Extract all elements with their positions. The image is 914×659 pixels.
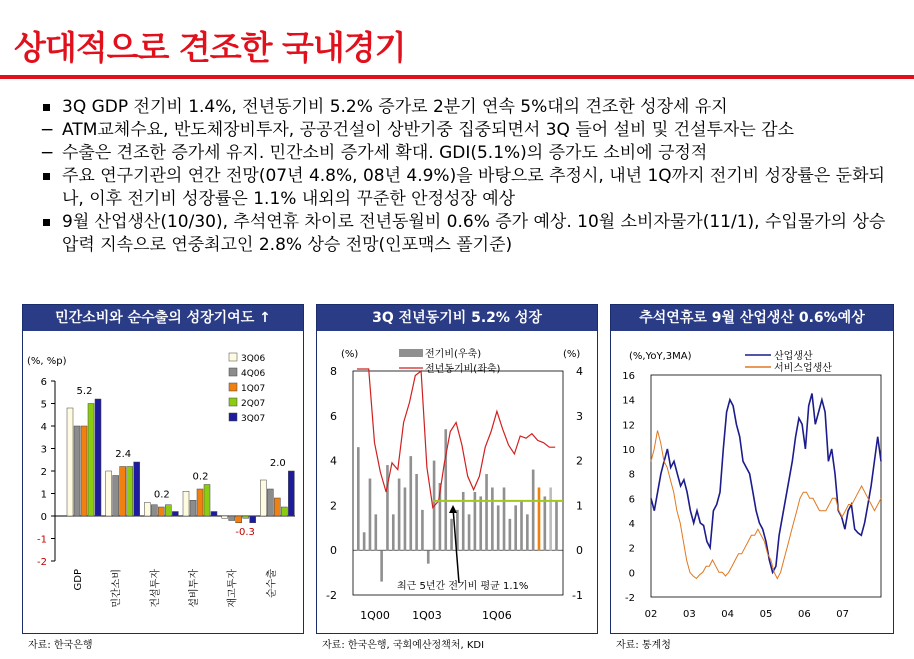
bar (491, 487, 494, 550)
y-tick-label: 0 (40, 512, 47, 523)
annotation-text: 최근 5년간 전기비 평균 1.1% (397, 581, 529, 592)
bar (183, 491, 189, 516)
x-tick-label: 07 (836, 609, 850, 620)
legend-swatch (229, 368, 237, 376)
bar (211, 512, 217, 517)
panel-header: 3Q 전년동기비 5.2% 성장 (317, 305, 597, 331)
legend-swatch (229, 383, 237, 391)
y-tick-label: 0 (628, 568, 635, 580)
legend-label: 1Q07 (241, 384, 266, 394)
legend-label: 3Q06 (241, 354, 266, 364)
bar (404, 487, 407, 550)
bar (479, 496, 482, 550)
y-left-tick-label: 2 (330, 499, 337, 513)
bullet-item: 주요 연구기관의 연간 전망(07년 4.8%, 08년 4.9%)을 바탕으로 추정시, 내년 1Q까지 전기비 성장률은 둔화되나, 이후 전기비 성장률은 1.1% 내외의 꾸준한 안정성장 예상 (40, 165, 900, 211)
data-label: -0.3 (235, 526, 255, 538)
x-tick-label: 순수출 (266, 569, 278, 598)
y-tick-label: 16 (622, 371, 635, 382)
bar (74, 426, 80, 516)
bar (520, 501, 523, 550)
square-bullet-icon (43, 173, 50, 180)
bar (544, 496, 547, 550)
dash-bullet-icon: − (40, 143, 55, 163)
bar (444, 429, 447, 550)
panel-header: 추석연휴로 9월 산업생산 0.6%예상 (611, 305, 893, 331)
x-tick-label: 재고투자 (227, 569, 239, 608)
legend-swatch (399, 349, 423, 357)
y-left-tick-label: 0 (330, 544, 337, 558)
y-left-tick-label: 6 (330, 409, 337, 423)
bar (369, 479, 372, 551)
bar (526, 514, 529, 550)
bar (374, 514, 377, 550)
bar (158, 507, 164, 516)
bar (113, 476, 119, 517)
bar (243, 516, 249, 518)
source-note: 자료: 통계청 (616, 640, 671, 651)
bar (392, 514, 395, 550)
data-label: 0.2 (153, 489, 170, 501)
bar (421, 510, 424, 550)
bar (532, 470, 535, 551)
bar (450, 519, 453, 550)
unit-label: (%, %p) (27, 356, 67, 367)
bullet-list (40, 96, 900, 257)
bar (503, 487, 506, 550)
y-right-tick-label: 1 (576, 499, 583, 513)
bar (106, 471, 112, 516)
y-right-tick-label: 3 (576, 409, 583, 423)
x-tick-label: 건설투자 (150, 569, 162, 608)
legend-label: 2Q07 (241, 399, 266, 409)
bar (229, 516, 235, 521)
y-tick-label: 4 (40, 422, 47, 433)
bar (409, 456, 412, 550)
title-underline (0, 75, 914, 79)
series-line (651, 431, 881, 579)
y-tick-label: -2 (625, 593, 635, 604)
data-label: 2.4 (115, 449, 132, 460)
contribution-bar-chart (23, 331, 303, 633)
y-right-tick-label: 4 (576, 365, 583, 378)
y-tick-label: 6 (628, 494, 635, 506)
chart-panel-gdp (316, 304, 598, 634)
data-label: 0.2 (192, 471, 209, 483)
x-tick-label: 1Q03 (412, 609, 442, 622)
bar (250, 516, 256, 523)
y-tick-label: 4 (628, 519, 635, 530)
bar (363, 532, 366, 550)
y-tick-label: -2 (37, 557, 47, 568)
x-tick-label: 1Q00 (360, 609, 390, 622)
page-title: 상대적으로 견조한 국내경기 (14, 28, 406, 67)
bar (380, 550, 383, 581)
y-tick-label: 2 (628, 543, 635, 555)
bar (127, 467, 133, 517)
bar (398, 479, 401, 551)
legend-label: 산업생산 (774, 351, 813, 362)
x-tick-label: 04 (721, 609, 735, 620)
dash-bullet-icon: − (40, 120, 55, 140)
legend-label: 전기비(우축) (425, 349, 482, 360)
bar (267, 489, 273, 516)
left-unit-label: (%) (341, 349, 359, 360)
bullet-item: 9월 산업생산(10/30), 추석연휴 차이로 전년동월비 0.6% 증가 예상. 10월 소비자물가(11/1), 수입물가의 상승압력 지속으로 연중최고인 2.8% 상승 전망(인포맥스 폴기준) (40, 211, 900, 257)
bar (165, 505, 171, 516)
x-tick-label: 03 (682, 609, 696, 620)
x-tick-label: 06 (797, 609, 811, 620)
data-label: 2.0 (269, 458, 286, 469)
legend-label: 전년동기비(좌축) (425, 364, 501, 375)
legend-swatch (229, 413, 237, 421)
bar (514, 505, 517, 550)
x-tick-label: GDP (73, 569, 84, 591)
y-right-tick-label: 2 (576, 454, 583, 468)
legend-label: 4Q06 (241, 369, 266, 379)
series-line (357, 369, 555, 508)
bar (497, 505, 500, 550)
x-tick-label: 1Q06 (482, 609, 512, 622)
chart-panel-production (610, 304, 894, 634)
bar (555, 501, 558, 550)
bar (538, 487, 541, 550)
unit-label: (%,YoY,3MA) (629, 351, 692, 362)
arrow-head-icon (449, 505, 457, 513)
y-tick-label: 5 (40, 399, 47, 411)
legend-label: 서비스업생산 (774, 363, 832, 374)
y-tick-label: 2 (40, 467, 47, 478)
bar (485, 474, 488, 550)
y-left-tick-label: -2 (326, 589, 337, 602)
y-right-tick-label: 0 (576, 544, 583, 558)
data-label: 5.2 (76, 386, 93, 397)
bar (88, 404, 94, 517)
y-tick-label: 14 (622, 395, 635, 407)
production-line-chart (611, 331, 893, 633)
bar (144, 503, 150, 517)
series-line (651, 394, 881, 573)
y-tick-label: 10 (622, 445, 635, 456)
bar (427, 550, 430, 563)
y-left-tick-label: 4 (330, 454, 337, 468)
y-tick-label: 6 (40, 377, 47, 388)
gdp-growth-chart (317, 331, 597, 633)
bar (120, 467, 126, 517)
bar (274, 498, 280, 516)
bar (260, 480, 266, 516)
bar (357, 447, 360, 550)
square-bullet-icon (43, 104, 50, 111)
x-tick-label: 민간소비 (111, 569, 123, 608)
x-tick-label: 02 (644, 609, 658, 620)
y-left-tick-label: 8 (330, 365, 337, 378)
panel-header: 민간소비와 순수출의 성장기여도 ↑ (23, 305, 303, 331)
legend-swatch (229, 398, 237, 406)
bar (81, 426, 87, 516)
bar (288, 471, 294, 516)
square-bullet-icon (43, 219, 50, 226)
y-tick-label: 8 (628, 469, 635, 481)
bar (190, 500, 196, 516)
bar (509, 519, 512, 550)
bullet-item: − 수출은 견조한 증가세 유지. 민간소비 증가세 확대. GDI(5.1%)의 증가도 소비에 긍정적 (40, 143, 708, 163)
bar (468, 514, 471, 550)
x-tick-label: 05 (759, 609, 773, 620)
bar (415, 474, 418, 550)
bar (197, 489, 203, 516)
bullet-item: 3Q GDP 전기비 1.4%, 전년동기비 5.2% 증가로 2분기 연속 5%대의 견조한 성장세 유지 (40, 96, 900, 119)
bar (151, 505, 157, 516)
right-unit-label: (%) (563, 349, 581, 360)
source-note: 자료: 한국은행 (28, 640, 93, 651)
bar (549, 487, 552, 550)
y-right-tick-label: -1 (572, 589, 583, 602)
x-tick-label: 설비투자 (189, 569, 200, 608)
legend-label: 3Q07 (241, 414, 266, 424)
bar (236, 516, 242, 523)
source-note: 자료: 한국은행, 국회예산정책처, KDI (322, 640, 485, 651)
bar (95, 399, 101, 516)
bar (67, 408, 73, 516)
bar (222, 516, 228, 518)
legend-swatch (229, 353, 237, 361)
y-tick-label: 3 (40, 444, 47, 456)
bar (281, 507, 287, 516)
chart-panel-contribution (22, 304, 304, 634)
bar (134, 462, 140, 516)
y-tick-label: 12 (622, 420, 635, 432)
bullet-item: − ATM교체수요, 반도체장비투자, 공공건설이 상반기중 집중되면서 3Q 들어 설비 및 건설투자는 감소 (40, 120, 795, 140)
y-tick-label: 1 (40, 489, 47, 501)
bar (204, 485, 210, 517)
y-tick-label: -1 (37, 534, 47, 546)
bar (172, 512, 178, 517)
